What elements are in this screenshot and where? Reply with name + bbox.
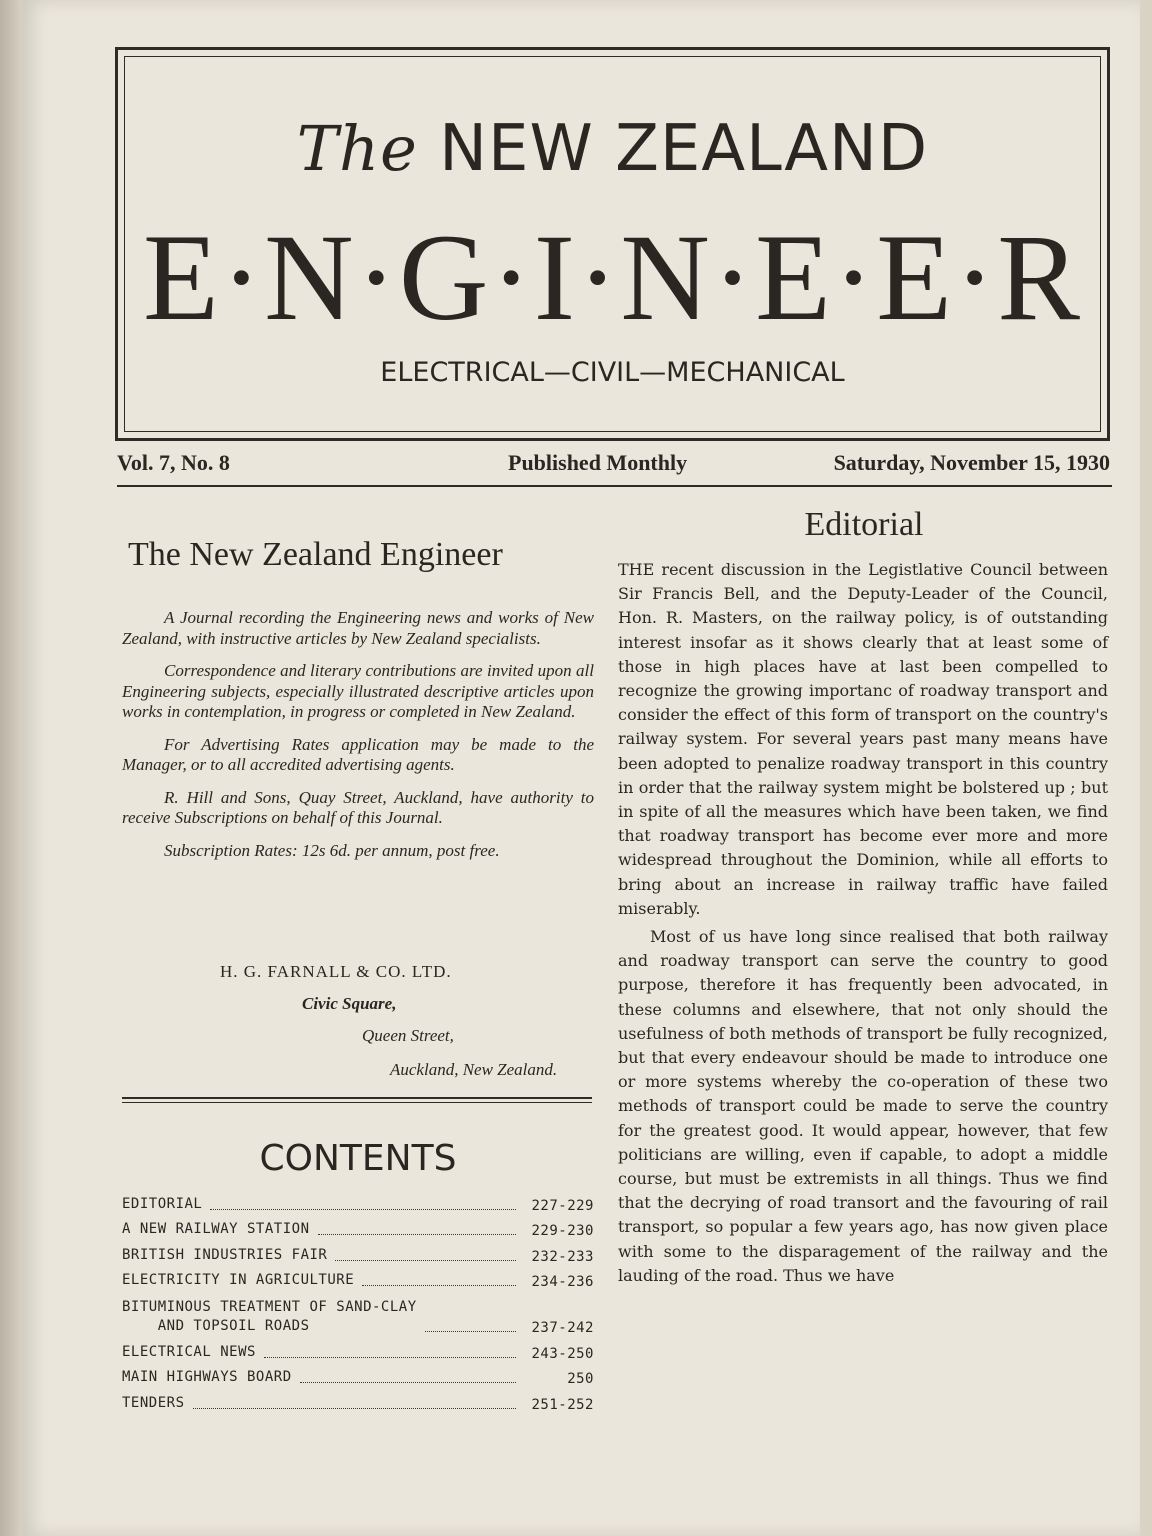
leader-dots bbox=[210, 1209, 516, 1210]
publisher-line2: Queen Street, bbox=[362, 1026, 454, 1045]
contents-pages: 234-236 bbox=[531, 1274, 594, 1290]
leader-dots bbox=[335, 1260, 516, 1261]
issue-date: Saturday, November 15, 1930 bbox=[833, 450, 1110, 475]
leader-dots bbox=[300, 1382, 516, 1383]
editorial-title: Editorial bbox=[804, 506, 924, 543]
leader-dots bbox=[264, 1357, 516, 1358]
contents-row[interactable] bbox=[122, 1214, 594, 1240]
leader-dots bbox=[362, 1285, 516, 1286]
contents-item: ELECTRICITY IN AGRICULTURE bbox=[122, 1272, 355, 1288]
about-text bbox=[122, 608, 594, 879]
about-paragraph: For Advertising Rates application may be made to the Manager, or to all accredited advertising agents. bbox=[122, 734, 594, 774]
contents-row[interactable] bbox=[122, 1362, 594, 1388]
issue-volume: Vol. 7, No. 8 bbox=[117, 450, 230, 475]
about-paragraph: Correspondence and literary contributions are invited upon all Engineering subjects, especially illustrated descriptive articles upon works in contemplation, in progress or completed in New Zealand. bbox=[122, 661, 594, 721]
contents-row[interactable] bbox=[122, 1387, 594, 1413]
contents-pages: 237-242 bbox=[531, 1320, 594, 1336]
contents-row[interactable] bbox=[122, 1239, 594, 1265]
subscription-rates: Subscription Rates: 12s 6d. per annum, post free. bbox=[164, 840, 500, 860]
masthead-engineer: E·N·G·I·N·E·E·R bbox=[143, 209, 1082, 346]
editorial-body bbox=[618, 558, 1108, 1292]
contents-title: CONTENTS bbox=[259, 1138, 457, 1179]
contents-item: EDITORIAL bbox=[122, 1195, 203, 1212]
contents-item: MAIN HIGHWAYS BOARD bbox=[122, 1369, 292, 1385]
masthead-the: The bbox=[296, 112, 418, 185]
masthead-inner-border bbox=[124, 56, 1101, 432]
contents-list bbox=[122, 1188, 594, 1413]
issue-frequency: Published Monthly bbox=[508, 450, 688, 475]
contents-pages: 250 bbox=[567, 1371, 594, 1387]
publisher-line3: Auckland, New Zealand. bbox=[390, 1060, 558, 1079]
about-title: The New Zealand Engineer bbox=[128, 536, 503, 573]
contents-item: ELECTRICAL NEWS bbox=[122, 1343, 256, 1360]
leader-dots bbox=[318, 1234, 516, 1235]
masthead-new-zealand: NEW ZEALAND bbox=[439, 112, 929, 186]
header-rule bbox=[117, 485, 1112, 487]
contents-pages: 229-230 bbox=[531, 1223, 594, 1239]
contents-row[interactable] bbox=[122, 1188, 594, 1214]
leader-dots bbox=[425, 1331, 516, 1332]
editorial-paragraph: THE recent discussion in the Legistlative Council between Sir Francis Bell, and the Deputy-Leader of the Council, Hon. R. Masters, on the railway policy, is of outstanding interest insofar as it shows clearly that at least some of those in high places have at last been compelled to recognize the growing importanc of roadway transport and consider the effect of this form of transport on the country's railway system. For several years past many means have been adopted to penalize roadway transport in this country in order that the railway system might be bolstered up ; but in spite of all the measures which have been taken, we find that roadway transport has become ever more and more widespread throughout the Dominion, while all efforts to bring about an increase in railway traffic have failed miserably. bbox=[618, 560, 1108, 918]
contents-pages: 227-229 bbox=[531, 1197, 594, 1214]
contents-row[interactable] bbox=[122, 1265, 594, 1291]
contents-row[interactable] bbox=[122, 1336, 594, 1362]
about-paragraph: A Journal recording the Engineering news and works of New Zealand, with instructive articles by New Zealand specialists. bbox=[122, 608, 594, 648]
contents-pages: 243-250 bbox=[531, 1345, 594, 1362]
contents-rule-top bbox=[122, 1097, 592, 1099]
about-paragraph: R. Hill and Sons, Quay Street, Auckland, have authority to receive Subscriptions on behalf of this Journal. bbox=[122, 787, 594, 827]
contents-item: BRITISH INDUSTRIES FAIR bbox=[122, 1246, 328, 1263]
binding-spine bbox=[0, 0, 22, 1536]
contents-rule-bottom bbox=[122, 1102, 592, 1103]
editorial-paragraph: Most of us have long since realised that both railway and roadway transport can serve the country to good purpose, therefore it has frequently been advocated, in these columns and elsewhere, that not only should the usefulness of both methods of transport be fully recognized, but that every endeavour should be made to introduce one or more systems whereby the co-operation of these two methods of transport could be made to serve the country for the greatest good. It would appear, however, that few politicians are willing, even if capable, to adopt a middle course, but must be extremists in all things. Thus we find that the decrying of road transort and the favouring of rail transport, so popular a few years ago, has now given place with some to the disparagement of the railway and the lauding of the road. Thus we have bbox=[618, 927, 1108, 1285]
contents-row[interactable] bbox=[122, 1290, 594, 1336]
issue-info-bar bbox=[117, 450, 1110, 480]
contents-item: BITUMINOUS TREATMENT OF SAND-CLAY AND TOPSOIL ROADS bbox=[122, 1299, 417, 1334]
leader-dots bbox=[193, 1408, 516, 1409]
contents-item: A NEW RAILWAY STATION bbox=[122, 1221, 310, 1237]
contents-pages: 232-233 bbox=[531, 1248, 594, 1265]
masthead-subtitle: ELECTRICAL—CIVIL—MECHANICAL bbox=[380, 357, 845, 388]
contents-item: TENDERS bbox=[122, 1394, 185, 1411]
publisher-name: H. G. FARNALL & CO. LTD. bbox=[220, 962, 452, 981]
contents-pages: 251-252 bbox=[531, 1396, 594, 1413]
masthead-title bbox=[125, 112, 1100, 186]
masthead-box bbox=[115, 47, 1110, 441]
publisher-line1: Civic Square, bbox=[302, 994, 397, 1013]
